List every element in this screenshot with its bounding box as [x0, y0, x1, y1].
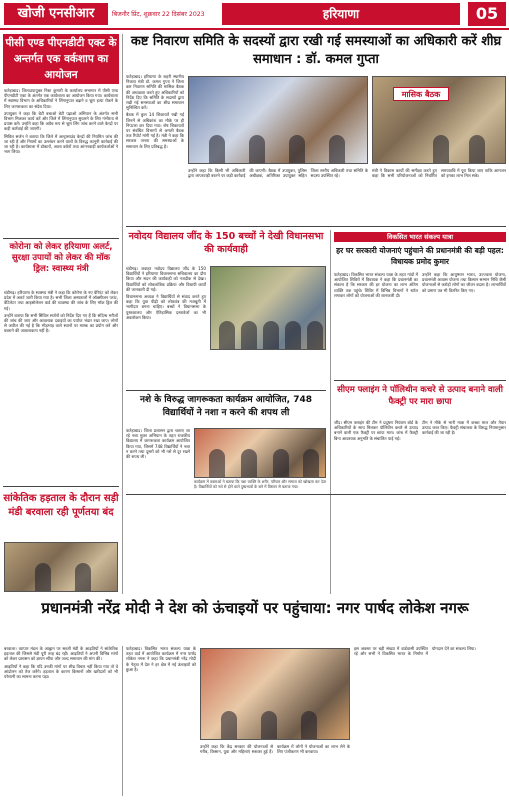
person-figure: [261, 711, 277, 739]
person-figure: [75, 563, 91, 591]
paragraph: उन्होंने कहा कि केंद्र सरकार की योजनाओं से गरीब, किसान, युवा और महिलाएं सशक्त हुई हैं। कार्यक्रम में लोगों ने योजनाओं का लाभ लेने के लिए पंजीकरण भी करवाया।: [200, 744, 350, 755]
photo-nasha-event: [194, 428, 326, 478]
paragraph: उन्होंने बताया कि सभी सिविल सर्जनों को निर्देश दिए गए हैं कि संदिग्ध मरीजों की जांच की जाए और आवश्यक दवाइयों का पर्याप्त भंडार रखा जाए। लोगों से अपील की गई है कि भीड़भाड़ वाले स्थानों पर मास्क का प्रयोग करें और घबराने की आवश्यकता नहीं है।: [4, 312, 118, 334]
person-figure: [219, 321, 235, 349]
person-figure: [249, 135, 265, 163]
person-figure: [263, 321, 279, 349]
person-figure: [273, 449, 289, 477]
story-samiti-col1: [126, 74, 184, 222]
story-modi-col3: [354, 646, 506, 796]
person-figure: [301, 711, 317, 739]
story-viksit-col1: [334, 272, 418, 376]
paragraph: फतेहाबाद। हरियाणा के शहरी स्थानीय निकाय मंत्री डॉ. कमल गुप्ता ने जिला कष्ट निवारण समिति की मासिक बैठक की अध्यक्षता करते हुए अधिकारियों को निर्देश दिए कि समिति के सदस्यों द्वारा रखी गई समस्याओं का शीघ्र समाधान सुनिश्चित करें।: [126, 74, 184, 111]
paragraph: आढ़तियों ने कहा कि यदि उनकी मांगों पर शीघ्र विचार नहीं किया गया तो वे आंदोलन को तेज करेंगे। हड़ताल के कारण किसानों और खरीदारों को भी परेशानी का सामना करना पड़ा।: [4, 663, 118, 680]
story-viksit-col2: [422, 272, 506, 376]
edition-date: बिजनौर प्रिंट, शुक्रवार 22 दिसंबर 2023: [112, 11, 205, 18]
paper-logo: खोजी एनसीआर: [4, 3, 108, 25]
story-polythene-col2: [422, 420, 506, 490]
photo-minister: [372, 76, 506, 164]
story-corona-body: [4, 290, 118, 482]
person-figure: [469, 135, 485, 163]
divider: [3, 238, 119, 239]
section-title: हरियाणा: [222, 3, 460, 25]
headline-samiti: कष्ट निवारण समिति के सदस्यों द्वारा रखी गई समस्याओं का अधिकारी करें शीघ्र समाधान : डॉ. कमल गुप्ता: [130, 34, 502, 67]
paragraph: फतेहाबाद। जिला प्रशासन द्वारा चलाए जा रहे नशा मुक्त अभियान के तहत राजकीय विद्यालय में जागरूकता कार्यक्रम आयोजित किया गया, जिसमें 748 विद्यार्थियों ने नशा न करने तथा दूसरों को भी नशे से दूर रखने की शपथ ली।: [126, 428, 190, 460]
headline-modi: प्रधानमंत्री नरेंद्र मोदी ने देश को ऊंचाइयों पर पहुंचाया: नगर पार्षद लोकेश नगरू: [41, 599, 469, 617]
person-figure: [307, 321, 323, 349]
paragraph: इस अवसर पर बड़ी संख्या में वार्डवासी उपस्थित रहे और सभी ने विकसित भारत के निर्माण में योगदान देने का संकल्प लिया।: [354, 646, 476, 657]
paragraph: बैठक में कुल 14 शिकायतें रखी गई जिनमें से अधिकांश का मौके पर ही निपटारा कर दिया गया। शेष शिकायतों पर संबंधित विभागों से अगली बैठक तक रिपोर्ट मांगी गई है। मंत्री ने कहा कि सरकार जनता की समस्याओं के समाधान के लिए प्रतिबद्ध है।: [126, 112, 184, 149]
paragraph: उन्होंने कहा कि आयुष्मान भारत, उज्ज्वला योजना, प्रधानमंत्री आवास योजना तथा किसान सम्मान निधि जैसी योजनाओं से करोड़ों लोगों का जीवन बदला है। लाभार्थियों को प्रमाण पत्र भी वितरित किए गए।: [422, 272, 506, 293]
headline-nasha: नशे के विरुद्ध जागरूकता कार्यक्रम आयोजित, 748 विद्यार्थियों ने नशा न करने की शपथ ली: [139, 395, 313, 418]
person-figure: [209, 449, 225, 477]
story-nasha-body: [126, 428, 190, 490]
paragraph: मंत्री ने विकास कार्यों की समीक्षा करते हुए कहा कि सभी परियोजनाओं को निर्धारित समयावधि में पूरा किया जाए ताकि आमजन को इनका लाभ मिल सके।: [372, 168, 506, 179]
divider: [126, 390, 326, 391]
person-figure: [289, 135, 305, 163]
photo-meeting: [188, 76, 368, 164]
story-navodaya-body: [126, 266, 206, 386]
page-number: 05: [468, 2, 506, 26]
photo-mandi: [4, 542, 118, 592]
story-polythene-col1: [334, 420, 418, 490]
headline-polythene: सीएम फ्लाइंग ने पॉलिथीन कचरे से उत्पाद बनाने वाली फैक्ट्री पर मारा छापा: [337, 385, 503, 407]
paragraph: टीम ने मौके से भारी मात्रा में कच्चा माल और तैयार उत्पाद जब्त किए। फैक्ट्री संचालक के विरुद्ध नियमानुसार कार्रवाई की जा रही है।: [422, 420, 506, 436]
headline-corona: कोरोना को लेकर हरियाणा अलर्ट, सुरक्षा उपायों को लेकर की मॉक ड्रिल: स्वास्थ्य मंत्री: [9, 242, 113, 274]
person-figure: [209, 135, 225, 163]
divider: [126, 494, 506, 495]
story-samiti-col3: [372, 168, 506, 222]
headline-viksit: हर घर सरकारी योजनाएं पहुंचाने की प्रधानमंत्री की बड़ी पहल: विधायक प्रमोद कुमार: [336, 246, 504, 266]
masthead: [0, 0, 509, 30]
paragraph: फतेहाबाद। जिलाउपायुक्त निशा कुमारी के कार्यालय सभागार में पीसी एण्ड पीएनडीटी एक्ट के अंतर्गत एक कार्यशाला का आयोजन किया गया। कार्यशाला में स्वास्थ्य विभाग के अधिकारियों ने लिंगानुपात बढ़ाने व भ्रूण हत्या रोकने के लिए जागरूकता का संदेश दिया।: [4, 88, 118, 109]
divider: [126, 226, 506, 227]
column-rule: [122, 646, 123, 796]
person-figure: [35, 563, 51, 591]
person-figure: [241, 321, 257, 349]
person-figure: [241, 449, 257, 477]
caption-nasha: कार्यक्रम में वक्ताओं ने बताया कि नशा व्यक्ति के शरीर, परिवार और समाज को खोखला कर देता है। विद्यार्थियों को नशे से होने वाले दुष्प्रभावों के बारे में विस्तार से बताया गया।: [194, 479, 326, 489]
photo-students: [210, 266, 326, 350]
paragraph: फतेहाबाद। विकसित भारत संकल्प यात्रा के तहत वार्ड में आयोजित कार्यक्रम में नगर पार्षद लोकेश नगरू ने कहा कि प्रधानमंत्री नरेंद्र मोदी के नेतृत्व में देश ने हर क्षेत्र में नई ऊंचाइयों को छुआ है।: [126, 646, 196, 672]
story-modi-col1: [126, 646, 196, 796]
paragraph: बरवाला। व्यापार मंडल के आह्वान पर सब्जी मंडी के आढ़तियों ने सांकेतिक हड़ताल की जिससे मंडी पूरी तरह बंद रही। आढ़तियों ने अपनी विभिन्न मांगों को लेकर प्रशासन को ज्ञापन सौंपा और जल्द समाधान की मांग की।: [4, 646, 118, 662]
person-figure: [285, 321, 301, 349]
column-rule: [122, 34, 123, 594]
paragraph: जींद। सीएम फ्लाइंग की टीम ने प्रदूषण नियंत्रण बोर्ड के अधिकारियों के साथ मिलकर पॉलिथीन कचरे से उत्पाद बनाने वाली एक फैक्ट्री पर छापा मारा। जांच में फैक्ट्री बिना आवश्यक अनुमति के संचालित पाई गई।: [334, 420, 418, 441]
person-figure: [303, 449, 319, 477]
story-pndt-body: [4, 88, 118, 236]
person-figure: [221, 711, 237, 739]
story-modi-col2: [200, 744, 350, 796]
paragraph: चंडीगढ़। हरियाणा के स्वास्थ्य मंत्री ने कहा कि कोरोना के नए वेरिएंट को लेकर प्रदेश में अलर्ट जारी किया गया है। सभी जिला अस्पतालों में ऑक्सीजन प्लांट, वेंटिलेटर तथा आइसोलेशन वार्ड की व्यवस्था की जांच के लिए मॉक ड्रिल की गई।: [4, 290, 118, 311]
person-figure: [433, 135, 449, 163]
photo-parshad: [200, 648, 350, 740]
headline-navodaya: नवोदय विद्यालय जींद के 150 बच्चों ने देखी विधानसभा की कार्यवाही: [128, 231, 324, 255]
paragraph: विधानसभा अध्यक्ष ने विद्यार्थियों से संवाद करते हुए कहा कि युवा पीढ़ी को लोकतंत्र की मजबूती में भागीदार बनना चाहिए। बच्चों ने विधानसभा के पुस्तकालय और ऐतिहासिक दस्तावेजों का भी अवलोकन किया।: [126, 294, 206, 320]
paragraph: फतेहाबाद। विकसित भारत संकल्प यात्रा के तहत गांवों में आयोजित शिविरों में विधायक ने कहा कि प्रधानमंत्री का संकल्प है कि सरकार की हर योजना का लाभ अंतिम व्यक्ति तक पहुंचे। शिविर में विभिन्न विभागों ने स्टॉल लगाकर लोगों को योजनाओं की जानकारी दी।: [334, 272, 418, 298]
story-samiti-col2: [188, 168, 368, 222]
paragraph: चंडीगढ़। जवाहर नवोदय विद्यालय जींद के 150 विद्यार्थियों ने हरियाणा विधानसभा सचिवालय का दौरा किया और सदन की कार्यवाही को नजदीक से देखा। विद्यार्थियों को लोकतांत्रिक प्रक्रिया और विधायी कार्यों की जानकारी दी गई।: [126, 266, 206, 292]
paragraph: सिविल सर्जन ने बताया कि जिले में अल्ट्रासाउंड केन्द्रों की नियमित जांच की जा रही है और नियमों का उल्लंघन करने वालों के विरुद्ध कानूनी कार्रवाई की जा रही है। कार्यशाला में डॉक्टरों, आशा वर्करों तथा आंगनवाड़ी कार्यकर्ताओं ने भाग लिया।: [4, 133, 118, 155]
person-figure: [329, 135, 345, 163]
story-hadtal-body: [4, 646, 118, 796]
column-rule: [330, 230, 331, 594]
viksit-strip: विकसित भारत संकल्प यात्रा: [334, 232, 506, 242]
headline-hadtal: सांकेतिक हड़ताल के दौरान सड़ी मंडी बरवाला रही पूर्णतया बंद: [3, 493, 119, 518]
meeting-banner: मासिक बैठक: [393, 87, 449, 101]
divider: [334, 380, 506, 381]
paragraph: उन्होंने कहा कि किसी भी अधिकारी द्वारा लापरवाही बरतने पर कड़ी कार्रवाई की जाएगी। बैठक में उपायुक्त, पुलिस अधीक्षक, अतिरिक्त उपायुक्त सहित जिला स्तरीय अधिकारी तथा समिति के सदस्य उपस्थित रहे।: [188, 168, 368, 179]
divider: [3, 486, 119, 487]
masthead-rule: [0, 28, 509, 30]
paragraph: उपायुक्त ने कहा कि बेटी बचाओ बेटी पढ़ाओ अभियान के अंतर्गत सभी विभाग मिलकर कार्य करें और जिले में लिंगानुपात सुधारने के लिए गंभीरता से प्रयास करें। उन्होंने कहा कि अवैध रूप से भ्रूण लिंग जांच करने वाले केन्द्रों पर कड़ी कार्रवाई की जाएगी।: [4, 110, 118, 132]
headline-pndt: पीसी एण्ड पीएनडीटी एक्ट के अन्तर्गत एक वर्कशाप का आयोजन: [3, 34, 119, 84]
